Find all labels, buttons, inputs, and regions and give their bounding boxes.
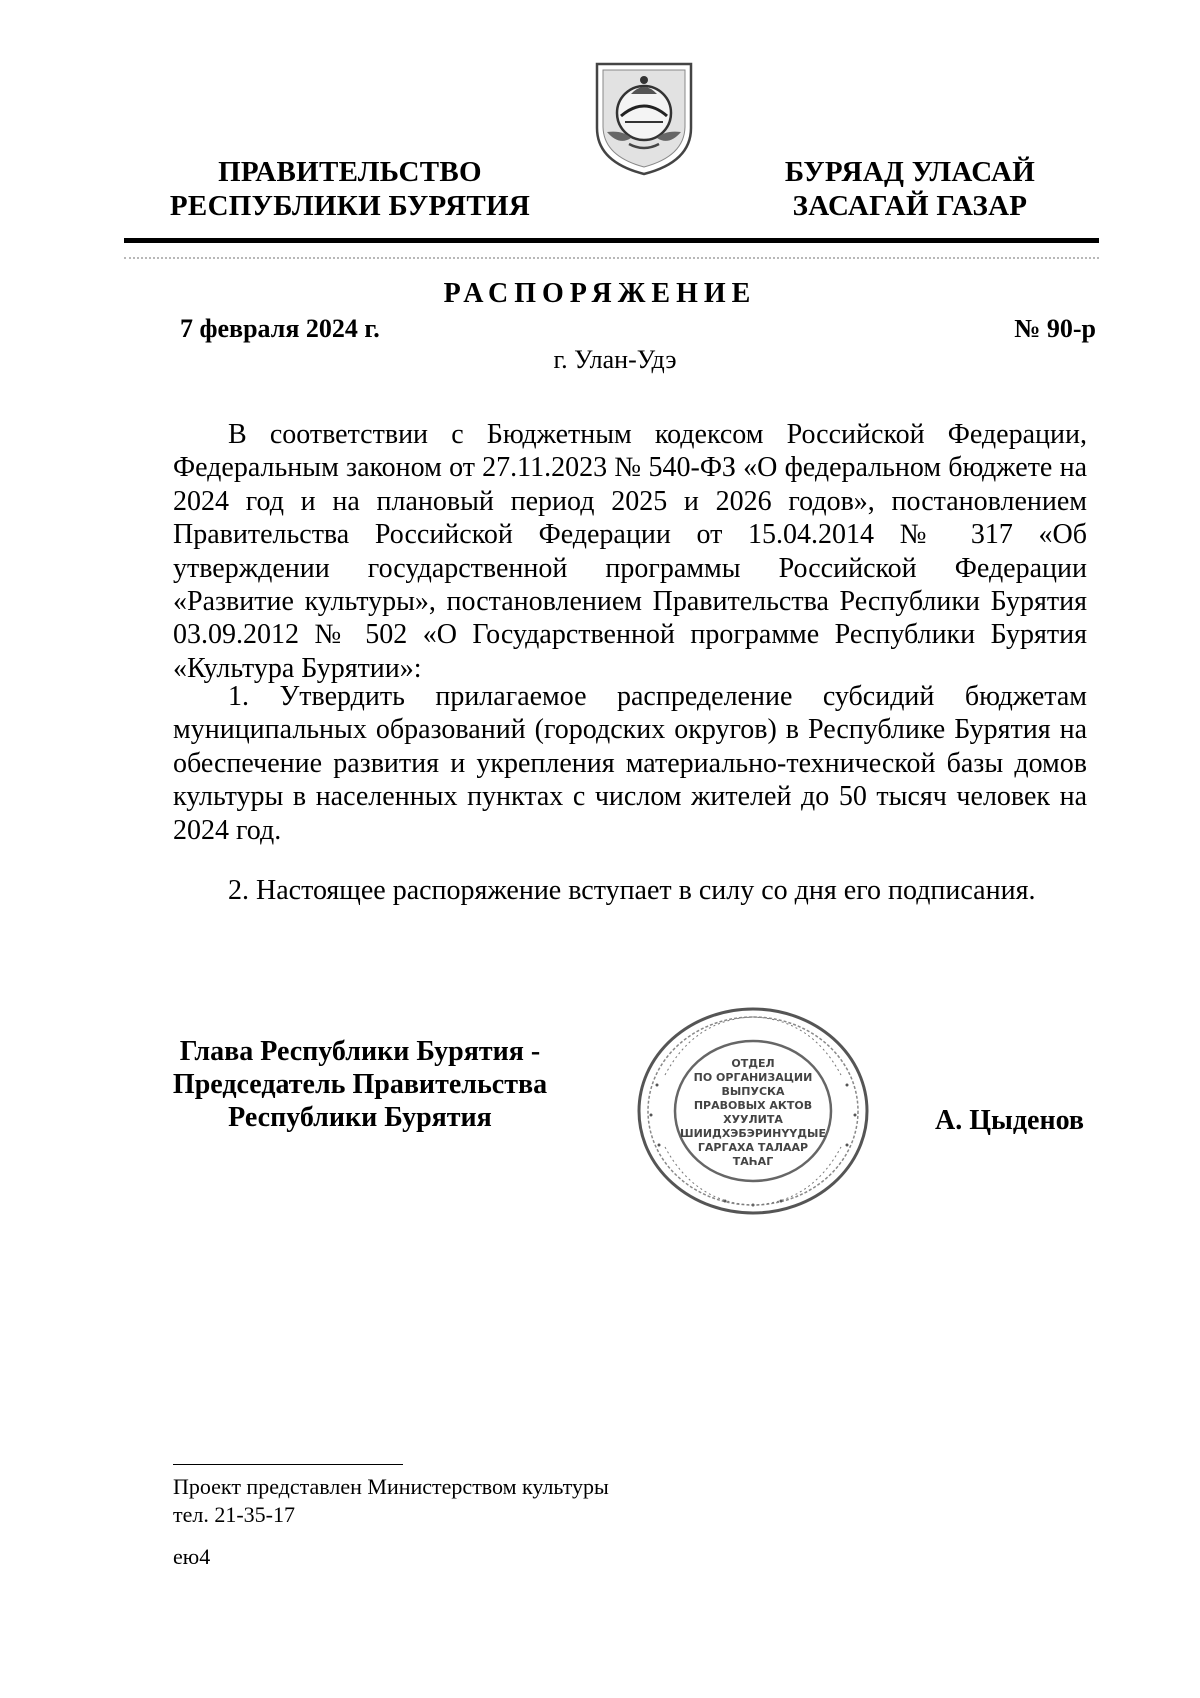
svg-text:ХУУЛИТА: ХУУЛИТА	[723, 1113, 783, 1126]
official-stamp	[635, 1005, 871, 1217]
coat-of-arms-emblem	[589, 58, 699, 178]
document-number: № 90-р	[1014, 314, 1096, 343]
svg-text:ТАҺАГ: ТАҺАГ	[732, 1155, 774, 1168]
document-title: РАСПОРЯЖЕНИЕ	[443, 278, 757, 309]
header-right-line1: БУРЯАД УЛАСАЙ	[784, 156, 1036, 188]
header-divider-dotted	[124, 257, 1099, 259]
svg-text:ОТДЕЛ: ОТДЕЛ	[731, 1057, 775, 1070]
svg-text:ВЫПУСКА: ВЫПУСКА	[721, 1085, 785, 1098]
item-2-paragraph: 2. Настоящее распоряжение вступает в силу со дня его подписания.	[228, 875, 1036, 906]
svg-text:ГАРГАХА ТАЛААР: ГАРГАХА ТАЛААР	[697, 1141, 809, 1154]
signatory-position	[150, 1035, 570, 1134]
signatory-position-line3: Республики Бурятия	[228, 1102, 492, 1133]
svg-text:ШИИДХЭБЭРИНҮҮДЫЕ: ШИИДХЭБЭРИНҮҮДЫЕ	[680, 1127, 826, 1140]
document-date: 7 февраля 2024 г.	[180, 314, 380, 343]
signatory-position-line2: Председатель Правительства	[172, 1069, 548, 1100]
footer-line-2: тел. 21-35-17	[173, 1502, 296, 1527]
preamble-paragraph: В соответствии с Бюджетным кодексом Российской Федерации, Федеральным законом от 27.11.2023 № 540-ФЗ «О федеральном бюджете на 2024 год и на плановый период 2025 и 2026 годов», постановлением Правительства Российской Федерации от 15.04.2014 № 317 «Об утверждении государственной программы Российской Федерации «Развитие культуры», постановлением Правительства Республики Бурятия 03.09.2012 № 502 «О Государственной программе Республики Бурятия «Культура Бурятии»:	[173, 419, 1087, 684]
header-left-line1: ПРАВИТЕЛЬСТВО	[218, 156, 482, 188]
signatory-position-line1: Глава Республики Бурятия -	[179, 1036, 541, 1067]
header-left-block	[150, 155, 550, 223]
header-divider-thick	[124, 238, 1099, 243]
item-1-paragraph: 1. Утвердить прилагаемое распределение субсидий бюджетам муниципальных образований (городских округов) в Республике Бурятия на обеспечение развития и укрепления материально-технической базы домов культуры в населенных пунктах с числом жителей до 50 тысяч человек на 2024 год.	[173, 681, 1087, 846]
header-right-block	[760, 155, 1060, 223]
document-city: г. Улан-Удэ	[553, 345, 677, 374]
svg-text:ПО ОРГАНИЗАЦИИ: ПО ОРГАНИЗАЦИИ	[693, 1071, 813, 1084]
signatory-name: А. Цыденов	[935, 1105, 1085, 1136]
footer-line-3: ею4	[173, 1544, 211, 1569]
svg-text:ПРАВОВЫХ АКТОВ: ПРАВОВЫХ АКТОВ	[693, 1099, 813, 1112]
footer-divider	[173, 1464, 403, 1465]
header-right-line2: ЗАСАГАЙ ГАЗАР	[792, 190, 1028, 222]
footer-line-1: Проект представлен Министерством культуры	[173, 1474, 609, 1499]
header-left-line2: РЕСПУБЛИКИ БУРЯТИЯ	[169, 190, 531, 222]
